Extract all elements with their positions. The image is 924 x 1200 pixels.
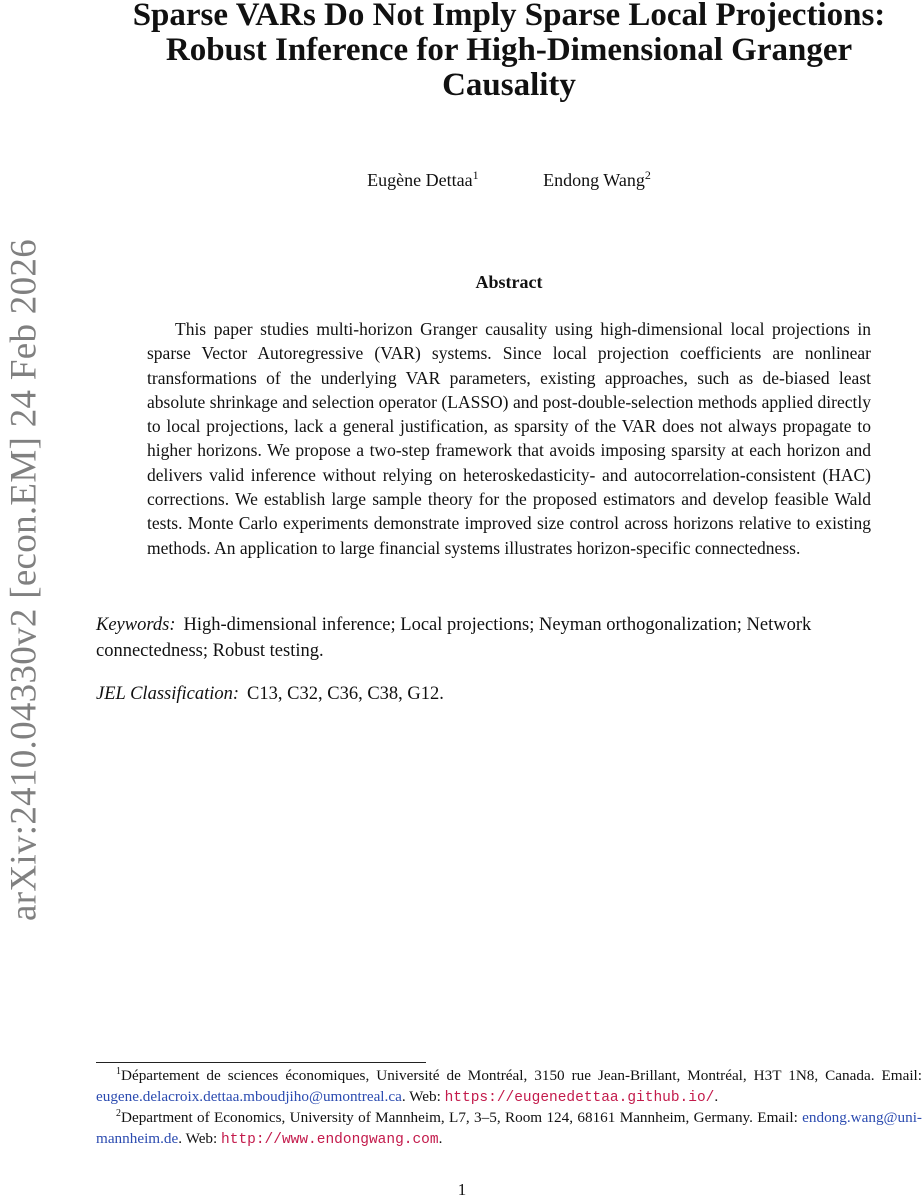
footnote-1: $^1$Département de sciences économiques, Université de Montréal, 3150 rue Jean-Brillant, Montréal, H3T 1N8, Canada. Email: eugene.delacroix.dettaa.mboudjiho@umontreal.ca. Web: https://eugenedettaa.github.io/.	[96, 1066, 922, 1106]
footnote-mark: 1	[116, 1066, 121, 1077]
author-name: Eugène Dettaa	[367, 170, 473, 190]
paper-title: Sparse VARs Do Not Imply Sparse Local Projections: Robust Inference for High-Dimensional Granger Causality	[132, 0, 886, 103]
jel-line	[96, 681, 922, 707]
web-label: Web:	[409, 1087, 441, 1105]
keywords-line	[96, 612, 922, 664]
author-list	[98, 170, 920, 191]
jel-label: JEL Classification:	[96, 684, 240, 704]
arxiv-stamp: arXiv:2410.04330v2 [econ.EM] 24 Feb 2026	[3, 238, 45, 922]
abstract-text: This paper studies multi-horizon Granger causality using high-dimensional local projections in sparse Vector Autoregressive (VAR) systems. Since local projection coefficients are nonlinear transformations of the underlying VAR parameters, existing approaches, such as de-biased least absolute shrinkage and selection operator (LASSO) and post-double-selection methods applied directly to local projections, lack a general justification, as sparsity of the VAR does not always propagate to higher horizons. We propose a two-step framework that avoids imposing sparsity at each horizon and delivers valid inference without relying on heteroskedasticity- and autocorrelation-consistent (HAC) corrections. We establish large sample theory for the proposed estimators and develop feasible Wald tests. Monte Carlo experiments demonstrate improved size control across horizons relative to existing methods. An application to large financial systems illustrates horizon-specific connectedness.	[147, 319, 871, 558]
email-link[interactable]: eugene.delacroix.dettaa.mboudjiho@umontreal.ca	[96, 1087, 402, 1105]
page-number: 1	[457, 1180, 467, 1199]
web-link[interactable]: https://eugenedettaa.github.io/	[444, 1089, 715, 1106]
footnote-text: Département de sciences économiques, Université de Montréal, 3150 rue Jean-Brillant, Montréal, H3T 1N8, Canada. Email:	[121, 1067, 922, 1084]
author-name: Endong Wang	[543, 170, 645, 190]
affiliation-mark: 1	[472, 168, 479, 182]
jel-text: C13, C32, C36, C38, G12.	[247, 684, 444, 704]
author-1	[367, 170, 478, 191]
email-link[interactable]: endong.wang@uni-mannheim.de	[96, 1109, 922, 1147]
keywords-label: Keywords:	[96, 615, 176, 635]
keywords-text: High-dimensional inference; Local projections; Neyman orthogonalization; Network connectedness; Robust testing.	[96, 615, 812, 661]
footnote-text: Department of Economics, University of Mannheim, L7, 3–5, Room 124, 68161 Mannheim, Germany. Email:	[121, 1109, 798, 1126]
web-label: Web:	[185, 1129, 218, 1147]
web-link[interactable]: http://www.endongwang.com	[221, 1131, 439, 1148]
author-2	[543, 170, 651, 191]
abstract-heading: Abstract	[475, 272, 543, 292]
affiliation-mark: 2	[644, 168, 651, 182]
footnote-divider	[96, 1062, 426, 1063]
footnote-2: $^2$Department of Economics, University of Mannheim, L7, 3–5, Room 124, 68161 Mannheim, Germany. Email: endong.wang@uni-mannheim.de. Web: http://www.endongwang.com.	[96, 1108, 922, 1148]
footnotes	[96, 1066, 922, 1150]
footnote-mark: 2	[116, 1108, 121, 1119]
